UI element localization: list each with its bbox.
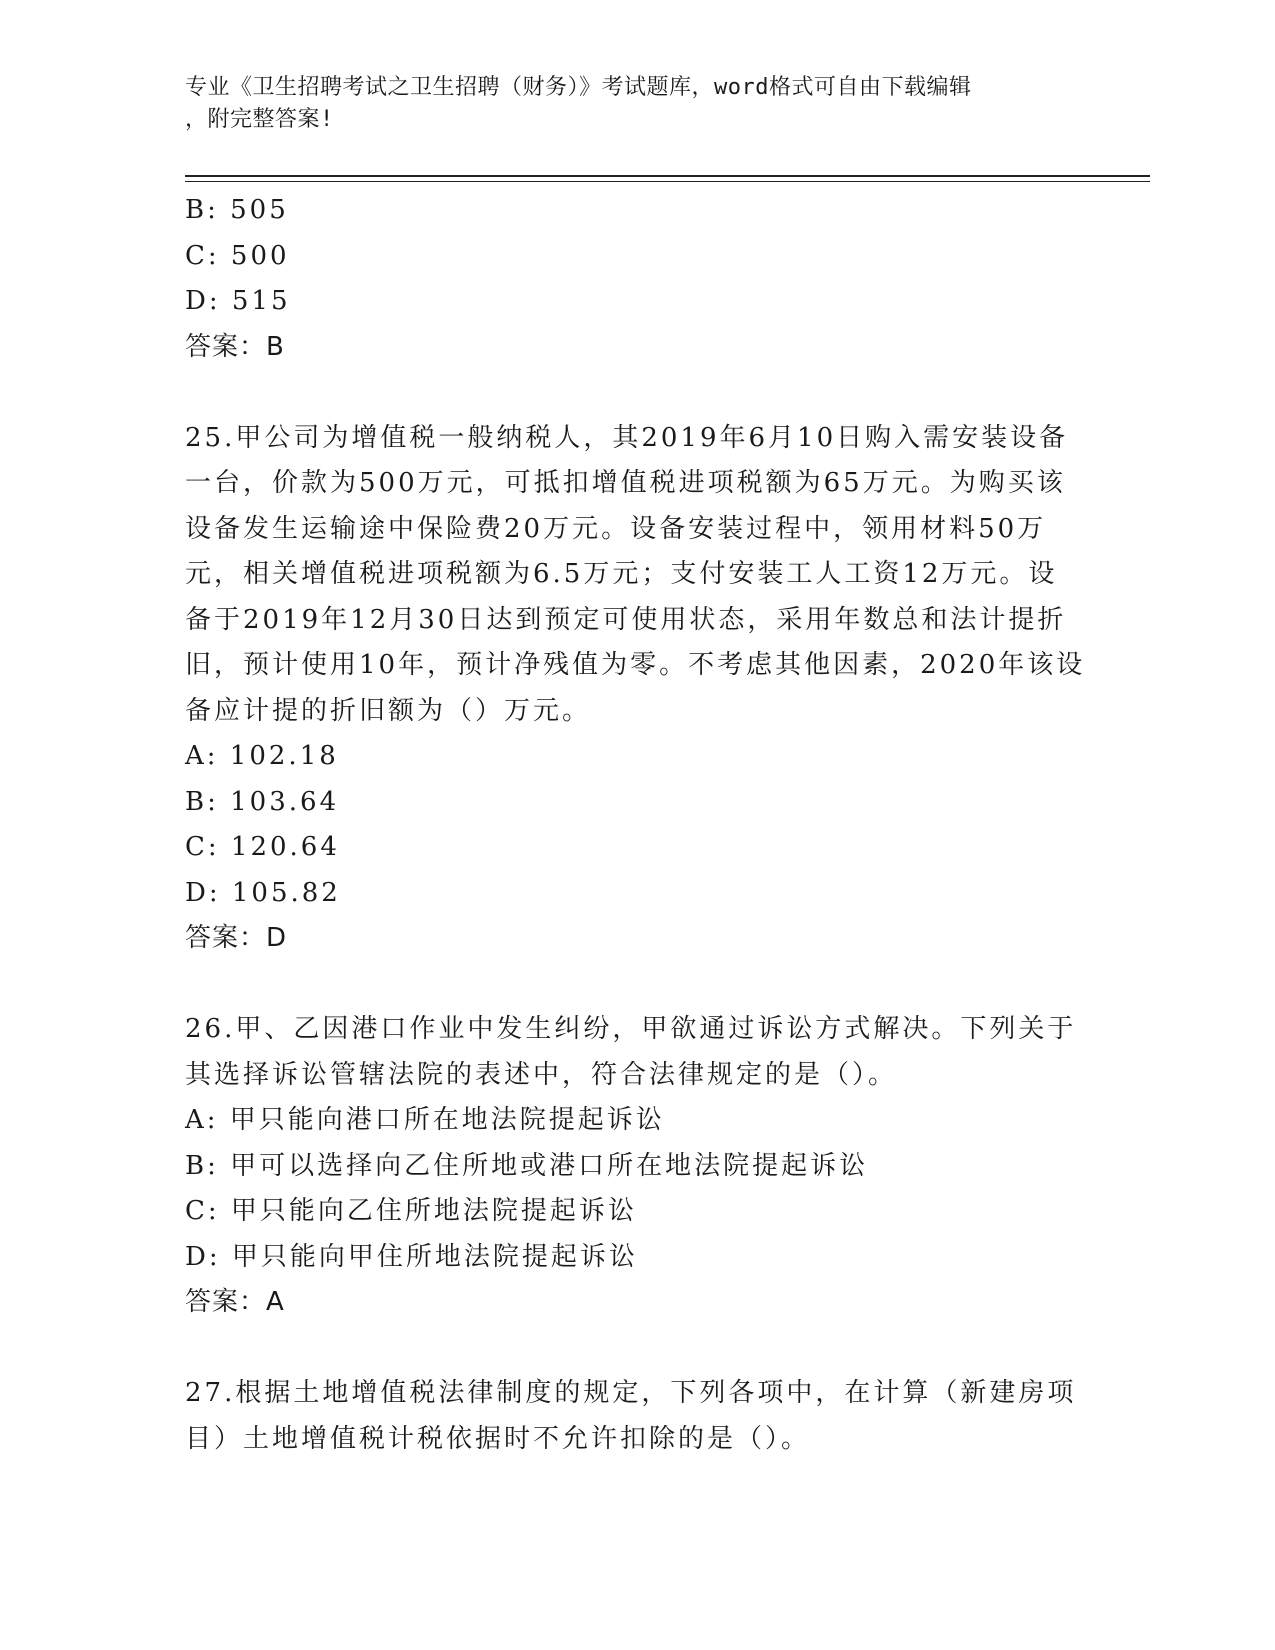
- question-stem-line: 一台，价款为500万元，可抵扣增值税进项税额为65万元。为购买该: [185, 468, 1066, 498]
- question-stem-line: 目）土地增值税计税依据时不允许扣除的是（）。: [185, 1423, 811, 1454]
- answer-line: 答案：A: [185, 1287, 285, 1317]
- question-27: [185, 1371, 1085, 1462]
- header-divider-thick: [185, 175, 1150, 177]
- option-b: B: 505: [185, 195, 289, 225]
- spacer: [185, 962, 1085, 1008]
- question-stem-line: 元，相关增值税进项税额为6.5万元；支付安装工人工资12万元。设: [185, 559, 1058, 589]
- question-stem-line: 备于2019年12月30日达到预定可使用状态，采用年数总和法计提折: [185, 604, 1067, 635]
- question-24-tail: [185, 188, 1085, 370]
- question-stem-line: 备应计提的折旧额为（）万元。: [185, 695, 592, 726]
- option-d: D: 105.82: [185, 877, 341, 908]
- question-stem-line: 设备发生运输途中保险费20万元。设备安装过程中，领用材料50万: [185, 513, 1047, 544]
- answer-line: 答案：D: [185, 923, 288, 953]
- option-b: B: 甲可以选择向乙住所地或港口所在地法院提起诉讼: [185, 1150, 869, 1181]
- option-a: A: 甲只能向港口所在地法院提起诉讼: [185, 1105, 665, 1135]
- header-title-line1: 专业《卫生招聘考试之卫生招聘（财务）》考试题库，word格式可自由下载编辑: [185, 75, 972, 100]
- option-c: C: 500: [185, 240, 290, 271]
- header-title-line2: ，附完整答案!: [185, 107, 334, 132]
- spacer: [185, 370, 1085, 416]
- question-stem-line: 其选择诉讼管辖法院的表述中，符合法律规定的是（）。: [185, 1059, 898, 1090]
- header-divider-thin: [185, 181, 1150, 182]
- option-d: D: 515: [185, 286, 291, 316]
- option-a: A: 102.18: [185, 741, 339, 771]
- question-26: [185, 1007, 1085, 1326]
- question-list: [185, 188, 1085, 1462]
- question-stem-line: 26.甲、乙因港口作业中发生纠纷，甲欲通过诉讼方式解决。下列关于: [185, 1014, 1077, 1044]
- page-header: [185, 72, 1065, 136]
- question-stem-line: 27.根据土地增值税法律制度的规定，下列各项中，在计算（新建房项: [185, 1378, 1077, 1408]
- option-c: C: 120.64: [185, 832, 340, 862]
- question-stem-line: 25.甲公司为增值税一般纳税人，其2019年6月10日购入需安装设备: [185, 422, 1069, 453]
- question-stem-line: 旧，预计使用10年，预计净残值为零。不考虑其他因素，2020年该设: [185, 650, 1086, 680]
- option-d: D: 甲只能向甲住所地法院提起诉讼: [185, 1241, 638, 1272]
- answer-line: 答案：B: [185, 331, 285, 362]
- option-b: B: 103.64: [185, 786, 340, 817]
- option-c: C: 甲只能向乙住所地法院提起诉讼: [185, 1196, 637, 1226]
- spacer: [185, 1326, 1085, 1372]
- question-25: [185, 416, 1085, 962]
